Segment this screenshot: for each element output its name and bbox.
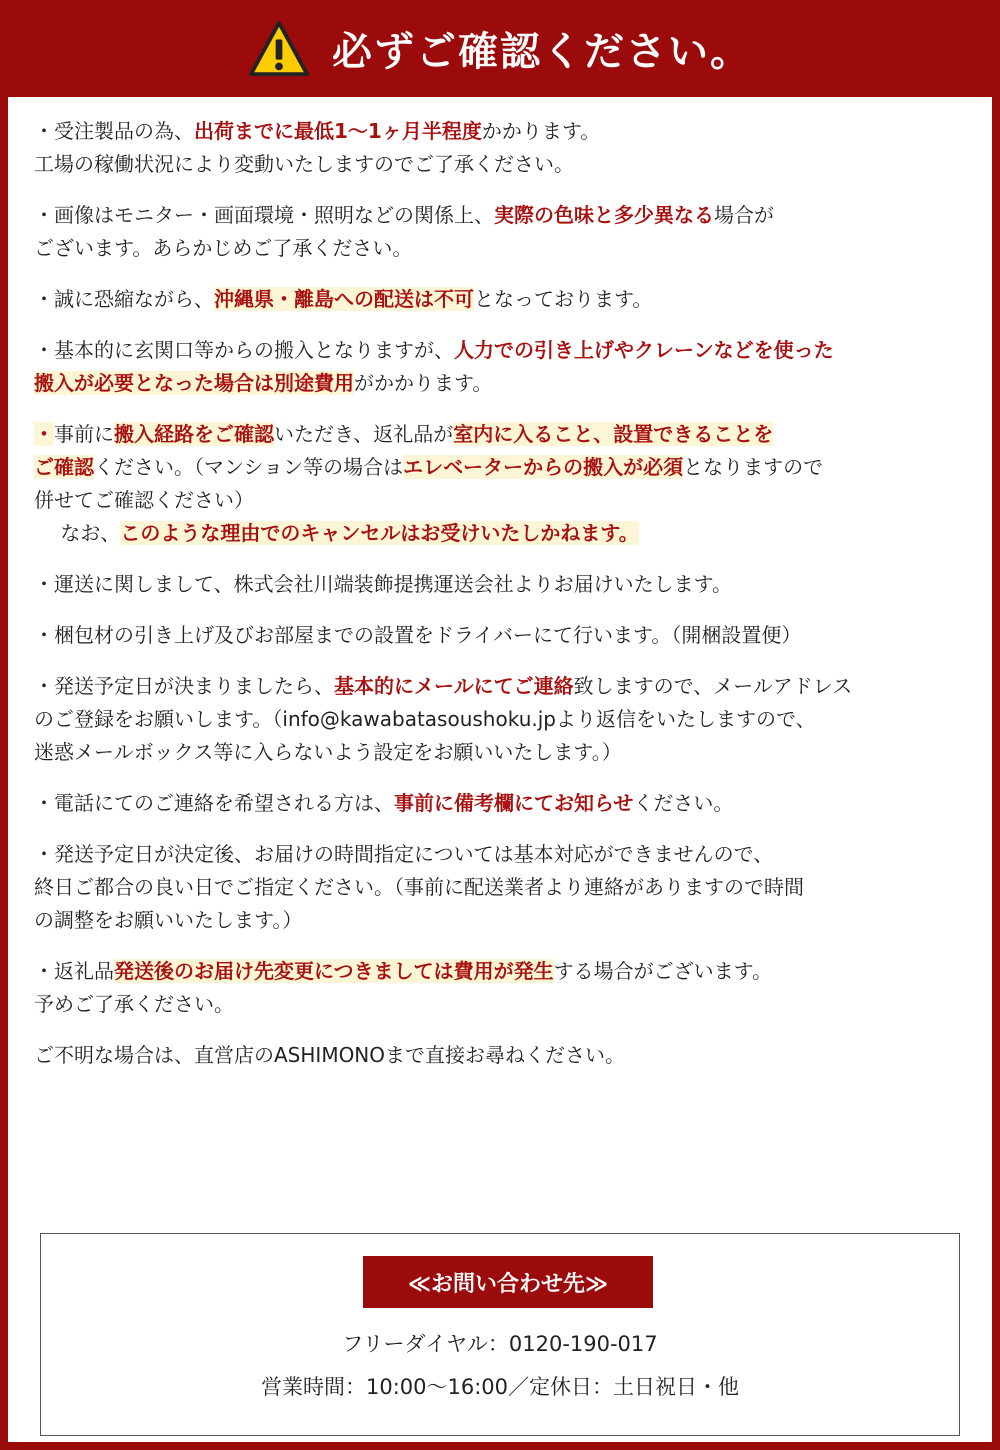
notice-item: ・電話にてのご連絡を希望される方は、事前に備考欄にてお知らせください。 [34,791,734,815]
highlighted-text: 発送後のお届け先変更につきましては費用が発生 [114,959,554,983]
emphasis-text: 基本的にメールにてご連絡 [334,674,574,698]
business-hours: 営業時間：10:00～16:00／定休日：土日祝日・他 [260,1375,740,1399]
notice-item: ・受注製品の為、出荷までに最低1～1ヶ月半程度かかります。 工場の稼働状況により変動いたしますのでご了承ください。 [34,119,601,176]
highlighted-text: ご確認 [34,455,94,479]
inquiry-note: ご不明な場合は、直営店のASHIMONOまで直接お尋ねください。 [34,1043,626,1067]
notice-item: ・発送予定日が決定後、お届けの時間指定については基本対応ができませんので、 終日ご都合の良い日でご指定ください。（事前に配送業者より連絡がありますので時間 の調整をお願いいたします。） [34,842,804,932]
highlighted-text: エレベーターからの搬入が必須 [403,455,684,479]
emphasis-text: 人力での引き上げやクレーンなどを使った [454,338,834,362]
contact-title: ≪お問い合わせ先≫ [363,1256,653,1308]
notice-item: ・運送に関しまして、株式会社川端装飾提携運送会社よりお届けいたします。 [34,572,732,596]
notice-item: ・返礼品発送後のお届け先変更につきましては費用が発生する場合がございます。 予めご了承ください。 [34,959,773,1016]
notice-header [0,0,1000,97]
emphasis-text: 出荷までに最低1～1ヶ月半程度 [194,119,482,143]
phone-number: フリーダイヤル：0120-190-017 [342,1332,658,1356]
highlighted-text: 沖縄県・離島への配送は不可 [214,287,474,311]
emphasis-text: 実際の色味と多少異なる [494,203,714,227]
notice-item: ・画像はモニター・画面環境・照明などの関係上、実際の色味と多少異なる場合が ございます。あらかじめご了承ください。 [34,203,774,260]
highlighted-text: 搬入経路をご確認 [114,422,274,446]
highlighted-text: 室内に入ること、設置できることを [453,422,774,446]
warning-triangle-icon [248,18,310,80]
highlighted-text: このような理由でのキャンセルはお受けいたしかねます。 [120,521,639,545]
emphasis-text: 事前に備考欄にてお知らせ [394,791,634,815]
highlighted-text: ・ [34,422,54,446]
notice-title: 必ずご確認ください。 [332,29,752,75]
notice-item: ・基本的に玄関口等からの搬入となりますが、人力での引き上げやクレーンなどを使った 搬入が必要となった場合は別途費用がかかります。 [34,338,834,395]
notice-item: ・発送予定日が決まりましたら、基本的にメールにてご連絡致しますので、メールアドレス のご登録をお願いします。（info@kawabatasoushoku.jpより返信をいたしますので、 迷惑メールボックス等に入らないよう設定をお願いいたします。） [34,674,853,764]
highlighted-text: 搬入が必要となった場合は別途費用 [34,371,354,395]
contact-box [40,1233,960,1436]
notice-item: ・梱包材の引き上げ及びお部屋までの設置をドライバーにて行います。（開梱設置便） [34,623,802,647]
notice-item: ・事前に搬入経路をご確認いただき、返礼品が室内に入ること、設置できることを ご確認ください。（マンション等の場合はエレベーターからの搬入が必須となりますので 併せてご確認ください） なお、このような理由でのキャンセルはお受けいたしかねます。 [34,422,824,545]
notice-list [34,115,974,1090]
notice-item: ・誠に恐縮ながら、沖縄県・離島への配送は不可となっております。 [34,287,653,311]
